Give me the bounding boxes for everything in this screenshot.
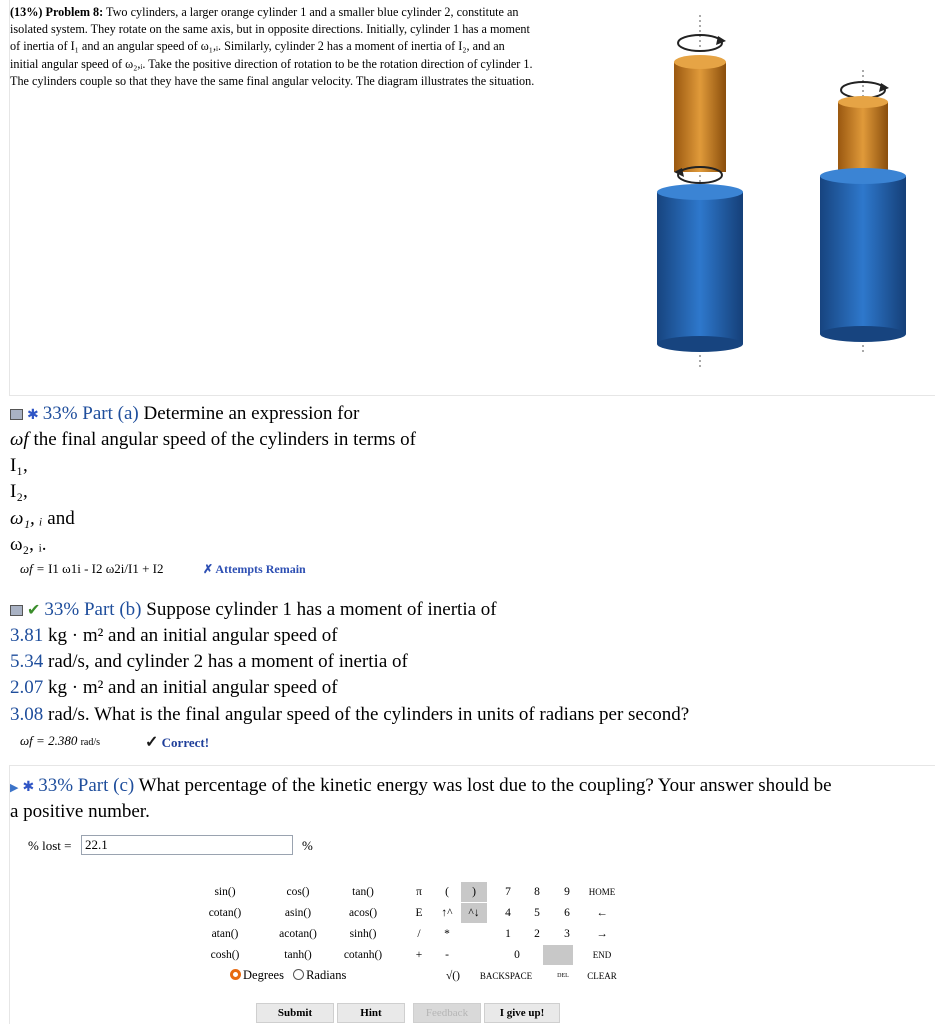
attempts-remain-status: ✗ Attempts Remain — [203, 562, 306, 576]
key-cos[interactable]: cos() — [286, 886, 310, 898]
collapse-box-icon[interactable] — [10, 409, 23, 420]
key-down[interactable]: ^↓ — [461, 903, 487, 923]
part-b-answer: ωf = 2.380 rad/s — [20, 733, 101, 748]
key-decimal[interactable] — [543, 945, 573, 965]
key-atan[interactable]: atan() — [211, 928, 239, 940]
problem-text-2: isolated system. They rotate on the same axis, but in opposite directions. Initially, cylinder 1 has a moment — [10, 22, 530, 37]
give-up-button[interactable]: I give up! — [484, 1003, 560, 1023]
blue-cylinder-top — [657, 184, 743, 200]
feedback-button[interactable]: Feedback — [413, 1003, 481, 1023]
x-icon: ✗ — [203, 562, 214, 576]
radio-empty-icon — [293, 969, 304, 980]
rotation-arrow-icon — [678, 35, 726, 51]
key-left[interactable]: ← — [596, 907, 608, 919]
orange-cylinder-top — [674, 55, 726, 69]
radio-selected-icon — [230, 969, 241, 980]
part-b-line2: 3.81 kg · m² and an initial angular speed of — [10, 625, 338, 646]
part-a-line2: ωf the final angular speed of the cylinders in terms of — [10, 429, 416, 450]
key-5[interactable]: 5 — [534, 907, 540, 919]
cylinder-diagram — [620, 10, 920, 380]
angle-mode-radios — [230, 968, 346, 983]
key-sin[interactable]: sin() — [214, 886, 236, 898]
correct-status: ✓ Correct! — [145, 734, 210, 751]
key-7[interactable]: 7 — [505, 886, 511, 898]
key-tanh[interactable]: tanh() — [284, 949, 312, 961]
key-acos[interactable]: acos() — [348, 907, 378, 919]
key-cotanh[interactable]: cotanh() — [343, 949, 383, 961]
key-asin[interactable]: asin() — [284, 907, 312, 919]
key-6[interactable]: 6 — [564, 907, 570, 919]
coupled-orange-cylinder — [838, 102, 888, 176]
key-open-paren[interactable]: ( — [445, 886, 449, 898]
part-a-var-3: ω₁, ᵢ and — [10, 508, 75, 529]
part-a-var-2: I₂, — [10, 481, 28, 502]
key-close-paren[interactable]: ) — [461, 882, 487, 902]
part-b-title: ✔ 33% Part (b) Suppose cylinder 1 has a moment of inertia of — [10, 597, 497, 624]
separator — [9, 395, 935, 396]
part-a-title: ✱ 33% Part (a) Determine an expression for — [10, 401, 359, 429]
check-icon: ✔ — [27, 602, 41, 619]
orange-cylinder-1 — [674, 62, 726, 172]
coupled-blue-cylinder — [820, 176, 906, 334]
panel-border — [9, 0, 10, 395]
key-home[interactable]: HOME — [588, 887, 616, 897]
part-a-var-4: ω₂, ᵢ. — [10, 534, 47, 555]
separator — [9, 765, 935, 766]
submit-button[interactable]: Submit — [256, 1003, 334, 1023]
percent-unit: % — [302, 838, 313, 853]
key-up[interactable]: ↑^ — [441, 907, 453, 919]
key-2[interactable]: 2 — [534, 928, 540, 940]
key-pi[interactable]: π — [416, 886, 422, 898]
key-del[interactable]: DEL — [557, 973, 569, 979]
hint-button[interactable]: Hint — [337, 1003, 405, 1023]
percent-lost-input[interactable]: 22.1 — [81, 835, 293, 855]
degrees-radio[interactable]: Degrees — [230, 968, 284, 982]
blue-cylinder-2 — [657, 192, 743, 344]
key-9[interactable]: 9 — [564, 886, 570, 898]
key-minus[interactable]: - — [445, 949, 449, 961]
key-3[interactable]: 3 — [564, 928, 570, 940]
problem-text-5: The cylinders couple so that they have the same final angular velocity. The diagram illustrates the situation. — [10, 73, 535, 88]
problem-text-4: initial angular speed of ω₂,ᵢ. Take the positive direction of rotation to be the rotation direction of cylinder 1. — [10, 56, 533, 71]
problem-statement — [10, 4, 610, 90]
key-multiply[interactable]: * — [444, 928, 450, 940]
key-plus[interactable]: + — [415, 949, 423, 961]
key-sqrt[interactable]: √() — [446, 970, 460, 982]
key-sinh[interactable]: sinh() — [349, 928, 377, 940]
part-c-title: ▶ ✱ 33% Part (c) What percentage of the kinetic energy was lost due to the coupling? Your answer should be — [10, 775, 832, 796]
checkmark-icon: ✓ — [145, 734, 159, 751]
key-right[interactable]: → — [596, 928, 608, 940]
key-backspace[interactable]: BACKSPACE — [479, 971, 533, 981]
key-8[interactable]: 8 — [534, 886, 540, 898]
key-divide[interactable]: / — [417, 928, 421, 940]
key-4[interactable]: 4 — [505, 907, 511, 919]
radians-radio[interactable]: Radians — [293, 968, 346, 982]
key-0[interactable]: 0 — [514, 949, 520, 961]
key-cosh[interactable]: cosh() — [210, 949, 240, 961]
percent-lost-label: % lost = — [28, 838, 72, 853]
problem-text-3: of inertia of I₁ and an angular speed of ω₁,ᵢ. Similarly, cylinder 2 has a moment of inertia of I₂, and an — [10, 39, 505, 54]
problem-header: (13%) Problem 8: — [10, 5, 104, 19]
collapse-box-icon[interactable] — [10, 605, 23, 616]
part-a-answer: ωf = I1 ω1i - I2 ω2i/I1 + I2 — [20, 561, 164, 576]
key-e[interactable]: E — [415, 907, 423, 919]
part-b-line4: 2.07 kg · m² and an initial angular speed of — [10, 677, 338, 698]
expand-triangle-icon[interactable]: ▶ — [10, 782, 19, 794]
part-a-var-1: I₁, — [10, 455, 28, 476]
key-clear[interactable]: CLEAR — [587, 971, 617, 981]
key-tan[interactable]: tan() — [352, 886, 374, 898]
key-acotan[interactable]: acotan() — [279, 928, 317, 940]
key-cotan[interactable]: cotan() — [208, 907, 242, 919]
part-c-line2: a positive number. — [10, 801, 150, 822]
star-icon: ✱ — [27, 408, 39, 423]
key-1[interactable]: 1 — [505, 928, 511, 940]
key-end[interactable]: END — [592, 950, 612, 960]
star-icon: ✱ — [22, 780, 35, 795]
part-b-line5: 3.08 rad/s. What is the final angular speed of the cylinders in units of radians per second? — [10, 704, 690, 725]
part-b-line3: 5.34 rad/s, and cylinder 2 has a moment of inertia of — [10, 651, 408, 672]
problem-text-1: Two cylinders, a larger orange cylinder 1 and a smaller blue cylinder 2, constitute an — [106, 5, 519, 19]
rotation-arrow-icon — [841, 82, 889, 98]
